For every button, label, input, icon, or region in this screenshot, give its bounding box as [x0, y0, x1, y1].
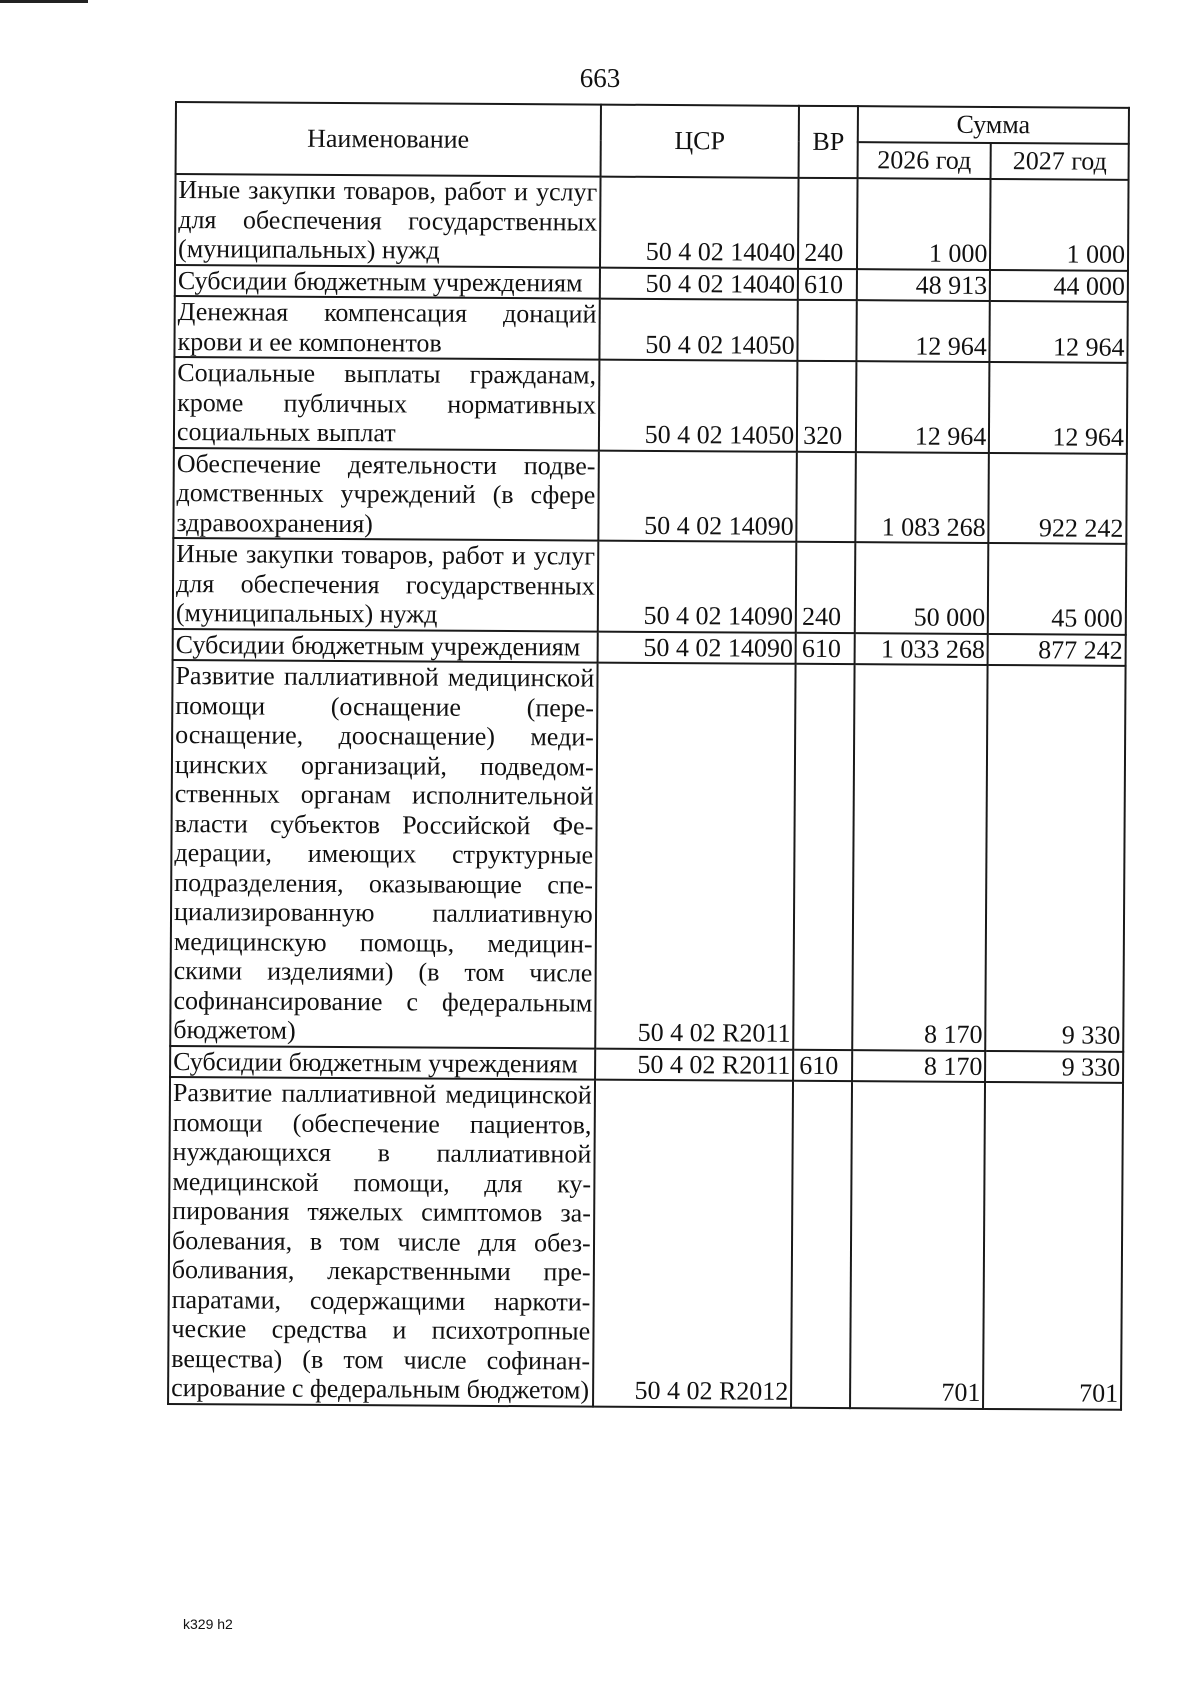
row-sum-2026: 701 [850, 1081, 985, 1408]
table-row [173, 447, 1127, 543]
row-sum-2027: 12 964 [989, 362, 1127, 453]
row-name: Иные закупки товаров, работ и услуг для обеспечения государственных (муниципальных) нужд [175, 174, 600, 267]
page-number: 663 [579, 63, 621, 93]
row-vr: 610 [796, 632, 855, 664]
row-csr: 50 4 02 R2011 [595, 1048, 794, 1081]
row-csr: 50 4 02 R2011 [595, 663, 796, 1050]
table-row [175, 174, 1129, 270]
table-body [168, 174, 1128, 1409]
table-row [173, 538, 1127, 634]
header-year-2027: 2027 год [991, 143, 1129, 180]
row-vr [791, 1081, 852, 1408]
row-vr: 320 [797, 361, 856, 452]
header-csr: ЦСР [600, 105, 799, 178]
document-code: k329 h2 [183, 1616, 233, 1632]
row-name: Субсидии бюджетным учреждениям [175, 265, 600, 299]
row-sum-2026: 8 170 [852, 1050, 986, 1082]
row-csr: 50 4 02 14040 [600, 267, 799, 300]
row-csr: 50 4 02 14040 [600, 177, 799, 269]
row-sum-2027: 9 330 [986, 665, 1126, 1051]
row-vr: 240 [796, 542, 855, 633]
row-vr [793, 664, 854, 1050]
table-row [170, 660, 1125, 1051]
row-sum-2026: 48 913 [857, 269, 991, 301]
row-sum-2026: 1 000 [857, 178, 991, 269]
row-sum-2026: 1 083 268 [855, 452, 989, 543]
row-sum-2026: 1 033 268 [854, 633, 988, 665]
row-name: Социальные выплаты гражданам, кроме публичных нормативных социальных выплат [174, 357, 599, 450]
row-vr [797, 451, 856, 542]
row-name: Развитие паллиативной медицинской помощи (обеспечение пациентов, нуждающихся в паллиативной медицинской помощи, для купирования тяжелых симптомов заболевания, в том числе для обезболивания, лекарственными препаратами, содержащими наркотические средства и психотропные вещества) (в том числе софинансирование с федеральным бюджетом) [168, 1077, 595, 1406]
row-name: Субсидии бюджетным учреждениям [173, 628, 598, 662]
header-year-2026: 2026 год [857, 142, 991, 179]
table-row [174, 357, 1128, 453]
table-row [168, 1077, 1123, 1409]
row-name: Иные закупки товаров, работ и услуг для обеспечения государственных (муниципальных) нужд [173, 538, 598, 631]
row-sum-2027: 44 000 [990, 269, 1128, 301]
row-name: Субсидии бюджетным учреждениям [170, 1045, 595, 1079]
row-sum-2026: 8 170 [852, 664, 988, 1050]
header-name: Наименование [176, 102, 601, 177]
row-csr: 50 4 02 14090 [597, 631, 796, 664]
row-name: Денежная компенсация донаций крови и ее компонентов [174, 296, 599, 360]
row-vr [798, 300, 857, 361]
table-row [174, 296, 1127, 363]
row-vr: 610 [793, 1049, 852, 1081]
row-sum-2027: 9 330 [985, 1050, 1123, 1082]
row-vr: 610 [798, 268, 857, 300]
row-sum-2027: 45 000 [988, 543, 1126, 634]
row-csr: 50 4 02 14090 [598, 450, 797, 542]
row-sum-2027: 1 000 [990, 179, 1128, 270]
row-sum-2026: 50 000 [855, 542, 989, 633]
row-csr: 50 4 02 14090 [598, 541, 797, 633]
scan-edge-mark [0, 0, 88, 3]
row-sum-2027: 12 964 [990, 301, 1128, 363]
row-csr: 50 4 02 14050 [599, 360, 798, 452]
row-sum-2026: 12 964 [856, 361, 990, 452]
row-sum-2026: 12 964 [856, 300, 990, 362]
header-sum: Сумма [858, 106, 1129, 144]
row-sum-2027: 922 242 [989, 452, 1127, 543]
row-vr: 240 [798, 178, 857, 269]
table-header [176, 102, 1129, 180]
budget-table [167, 101, 1130, 1410]
row-name: Развитие паллиативной медицинской помощи (оснащение (переоснащение, дооснащение) медицинских организаций, подведомственных органам исполнительной власти субъектов Российской Федерации, имеющих структурные подразделения, оказывающие специализированную паллиативную медицинскую помощь, медицинскими изделиями) (в том числе софинансирование с федеральным бюджетом) [170, 660, 597, 1048]
row-csr: 50 4 02 14050 [599, 299, 798, 361]
row-sum-2027: 877 242 [988, 633, 1126, 665]
row-name: Обеспечение деятельности подведомственных учреждений (в сфере здравоохранения) [173, 447, 598, 540]
header-vr: ВР [799, 106, 858, 178]
row-csr: 50 4 02 R2012 [593, 1080, 793, 1408]
row-sum-2027: 701 [983, 1082, 1123, 1409]
